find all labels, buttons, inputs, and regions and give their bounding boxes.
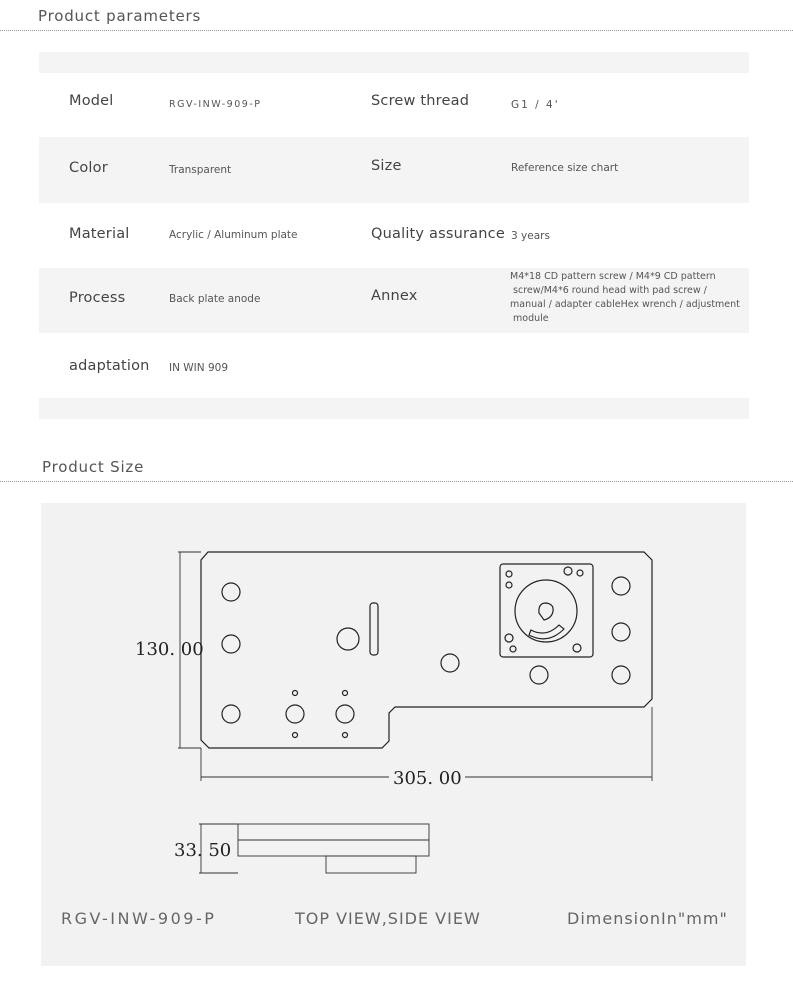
quality-assurance-value: 3 years [511,230,550,242]
material-value: Acrylic / Aluminum plate [169,229,298,241]
annex-line: screw/M4*6 round head with pad screw / [510,285,707,296]
table-spacer-row [39,398,749,419]
dimension-height: 130. 00 [135,639,204,660]
annex-line: manual / adapter cableHex wrench / adjustment [510,299,740,310]
annex-label: Annex [371,288,418,304]
table-row [39,203,749,268]
section-divider [0,30,793,31]
table-row [39,268,749,333]
table-row [39,73,749,137]
section-divider [0,481,793,482]
material-label: Material [69,226,130,242]
table-row [39,333,749,398]
units-caption: DimensionIn"mm" [567,909,728,928]
dimension-thickness: 33. 50 [174,840,232,861]
annex-line: module [510,313,549,324]
parameters-section-title: Product parameters [38,7,202,25]
process-value: Back plate anode [169,293,261,305]
table-spacer-row [39,52,749,73]
parameters-table [39,52,749,419]
size-section-title: Product Size [42,458,145,476]
dimension-drawing-panel [41,503,746,966]
quality-assurance-label: Quality assurance [371,226,505,242]
table-row [39,137,749,203]
annex-line: M4*18 CD pattern screw / M4*9 CD pattern [510,271,716,282]
model-label: Model [69,93,114,109]
adaptation-label: adaptation [69,358,150,374]
size-label: Size [371,158,402,174]
screw-thread-label: Screw thread [371,93,470,109]
adaptation-value: IN WIN 909 [169,362,229,374]
view-caption: TOP VIEW,SIDE VIEW [295,909,481,928]
process-label: Process [69,290,126,306]
color-label: Color [69,160,108,176]
annex-value [510,270,750,326]
model-value: RGV-INW-909-P [169,99,262,110]
dimension-width: 305. 00 [393,768,462,789]
model-caption: RGV-INW-909-P [61,909,217,928]
screw-thread-value: G1 / 4' [511,99,560,111]
color-value: Transparent [169,164,232,176]
size-value: Reference size chart [511,162,619,174]
technical-drawing-detail [41,503,746,966]
